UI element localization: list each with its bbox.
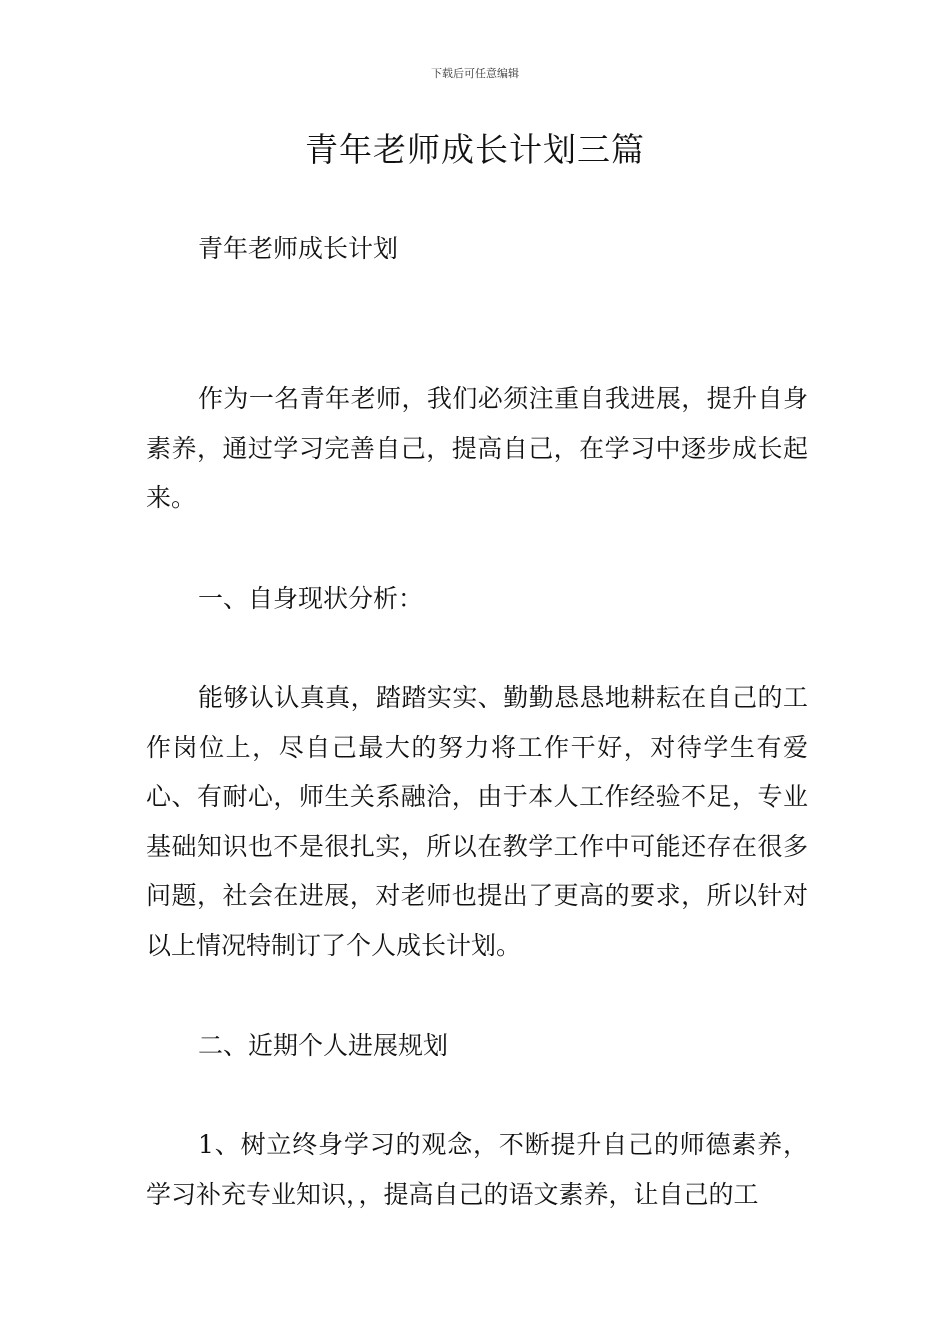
document-subtitle: 青年老师成长计划: [198, 234, 399, 263]
section-heading-development-plan: 二、近期个人进展规划: [198, 1031, 449, 1060]
section-heading-current-status: 一、自身现状分析：: [198, 584, 424, 613]
plan-item-1: 1、树立终身学习的观念，不断提升自己的师德素养，学习补充专业知识，，提高自己的语文素养，让自己的工: [146, 1130, 808, 1209]
header-note: 下载后可任意编辑: [431, 67, 519, 80]
document-title: 青年老师成长计划三篇: [305, 130, 645, 169]
current-status-paragraph: 能够认认真真，踏踏实实、勤勤恳恳地耕耘在自己的工作岗位上，尽自己最大的努力将工作干好，对待学生有爱心、有耐心，师生关系融洽，由于本人工作经验不足，专业基础知识也不是很扎实，所以在教学工作中可能还存在很多问题，社会在进展，对老师也提出了更高的要求，所以针对以上情况特制订了个人成长计划。: [146, 683, 808, 960]
intro-paragraph: 作为一名青年老师，我们必须注重自我进展，提升自身素养，通过学习完善自己，提高自己，在学习中逐步成长起来。: [146, 384, 808, 512]
